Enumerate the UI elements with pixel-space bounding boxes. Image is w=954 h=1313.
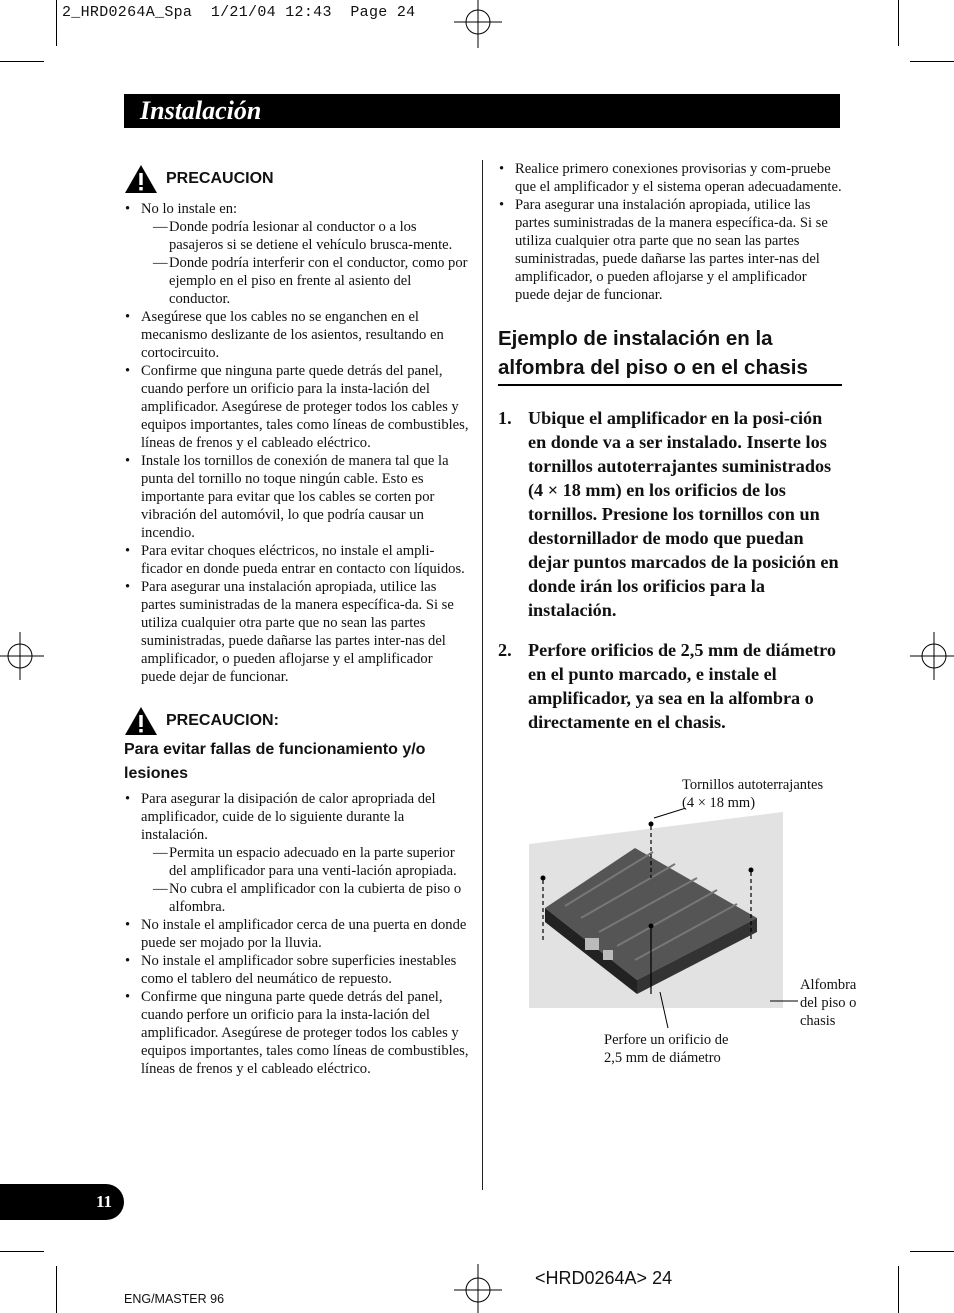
crop-mark xyxy=(0,61,44,62)
figure-label-carpet: Alfombra del piso o chasis xyxy=(800,977,857,1029)
crop-mark xyxy=(910,61,954,62)
caution-heading xyxy=(124,164,470,194)
crop-mark xyxy=(898,0,899,46)
caution-heading xyxy=(124,706,470,736)
list-item: • Confirme que ninguna parte quede detrás del panel, cuando perfore un orificio para la insta-lación del amplificador. Asegúrese de proteger todos los cables y equipos importantes, tales como líneas de combustibles, líneas de frenos y el cableado eléctrico. xyxy=(124,362,470,452)
list-item: — Donde podría interferir con el conductor, como por ejemplo en el piso en frente al asiento del conductor. xyxy=(153,254,470,308)
warning-triangle-icon xyxy=(124,164,158,194)
list-item: • Para asegurar una instalación apropiada, utilice las partes suministradas de la manera específica-da. Si se utiliza cualquier otra parte que no sean las partes suministradas, puede dañarse las partes inter-nas del amplificador, o pueden aflojarse y el amplificador puede dejar de funcionar. xyxy=(124,578,470,686)
crop-mark xyxy=(56,1266,57,1313)
footer-left: ENG/MASTER 96 xyxy=(124,1292,225,1306)
left-column xyxy=(124,160,470,1078)
registration-mark-bottom xyxy=(454,1264,504,1313)
list-item: • Para asegurar una instalación apropiada, utilice las partes suministradas de la manera específica-da. Si se utiliza cualquier otra parte que no sean las partes suministradas, puede dañarse las partes inter-nas del amplificador, o pueden aflojarse y el amplificador puede dejar de funcionar. xyxy=(498,196,842,304)
figure-label-drill: Perfore un orificio de 2,5 mm de diámetro xyxy=(604,1032,729,1066)
footer-code: <HRD0264A> 24 xyxy=(535,1268,673,1288)
section-title: Instalación xyxy=(140,96,262,125)
crop-mark xyxy=(910,1251,954,1252)
list-item: • Confirme que ninguna parte quede detrás del panel, cuando perfore un orificio para la insta-lación del amplificador. Asegúrese de proteger todos los cables y equipos importantes, tales como líneas de combustibles, líneas de frenos y el cableado eléctrico. xyxy=(124,988,470,1078)
caution-label: PRECAUCION: xyxy=(166,712,279,729)
list-item: • No instale el amplificador cerca de una puerta en donde puede ser mojado por la lluvia. xyxy=(124,916,470,952)
notes-list xyxy=(498,160,842,304)
page-number: 11 xyxy=(96,1192,113,1211)
steps-list xyxy=(498,406,842,734)
list-item: • Para asegurar la disipación de calor apropriada del amplificador, cuide de lo siguiente durante la instalación. — Permita un espacio adecuado en la parte superior del amplificador para una venti-lación apropiada. — No cubra el amplificador con la cubierta de piso o alfombra. xyxy=(124,790,470,916)
registration-mark-left xyxy=(0,632,46,682)
list-item: • No lo instale en: — Donde podría lesionar al conductor o a los pasajeros si se detiene el vehículo brusca-mente. — Donde podría interferir con el conductor, como por ejemplo en el piso en frente al asiento del conductor. xyxy=(124,200,470,308)
step-item: 1. Ubique el amplificador en la posi-ción en donde va a ser instalado. Inserte los tornillos autoterrajantes suministrados (4 × 18 mm) en los orificios de los tornillos. Presione los tornillos con un destornillador de modo que puedan dejar puntos marcados de la posición en donde irán los orificios para la instalación. xyxy=(498,408,839,620)
section-heading: Ejemplo de instalación en la alfombra del piso o en el chasis xyxy=(498,324,842,386)
list-item: • Instale los tornillos de conexión de manera tal que la punta del tornillo no toque ningún cable. Esto es importante para evitar que los cables se corten por vibración del automóvil, lo que podría causar un incendio. xyxy=(124,452,470,542)
leader-lines xyxy=(640,808,810,1030)
list-item: • No instale el amplificador sobre superficies inestables como el tablero del neumático de repuesto. xyxy=(124,952,470,988)
caution-label: PRECAUCION xyxy=(166,170,274,187)
caution-list xyxy=(124,790,470,1078)
warning-triangle-icon xyxy=(124,706,158,736)
step-item: 2. Perfore orificios de 2,5 mm de diámetro en el punto marcado, e instale el amplificador, ya sea en la alfombra o directamente en el chasis. xyxy=(498,640,836,732)
page-number-tab xyxy=(0,1184,124,1220)
registration-mark-right xyxy=(908,632,954,682)
caution-list xyxy=(124,200,470,686)
list-item: • Para evitar choques eléctricos, no instale el ampli-ficador en donde pueda entrar en contacto con líquidos. xyxy=(124,542,470,578)
figure-label-screws: Tornillos autoterrajantes (4 × 18 mm) xyxy=(682,777,824,811)
list-item: — No cubra el amplificador con la cubierta de piso o alfombra. xyxy=(153,880,470,916)
column-divider xyxy=(482,160,483,1190)
right-column xyxy=(498,160,842,750)
list-item: • Asegúrese que los cables no se enganchen en el mecanismo deslizante de los asientos, resultando en cortocircuito. xyxy=(124,308,470,362)
crop-mark xyxy=(898,1266,899,1313)
section-title-bar xyxy=(124,94,840,128)
list-item: • Realice primero conexiones provisorias y com-pruebe que el amplificador y el sistema operan adecuadamente. xyxy=(498,160,842,196)
list-item: — Donde podría lesionar al conductor o a los pasajeros si se detiene el vehículo brusca-mente. xyxy=(153,218,470,254)
registration-mark-top xyxy=(454,0,504,50)
print-header: 2_HRD0264A_Spa 1/21/04 12:43 Page 24 xyxy=(62,4,416,21)
crop-mark xyxy=(56,0,57,46)
caution-subheading: Para evitar fallas de funcionamiento y/o lesiones xyxy=(124,741,426,782)
crop-mark xyxy=(0,1251,44,1252)
list-item: — Permita un espacio adecuado en la parte superior del amplificador para una venti-lación apropiada. xyxy=(153,844,470,880)
